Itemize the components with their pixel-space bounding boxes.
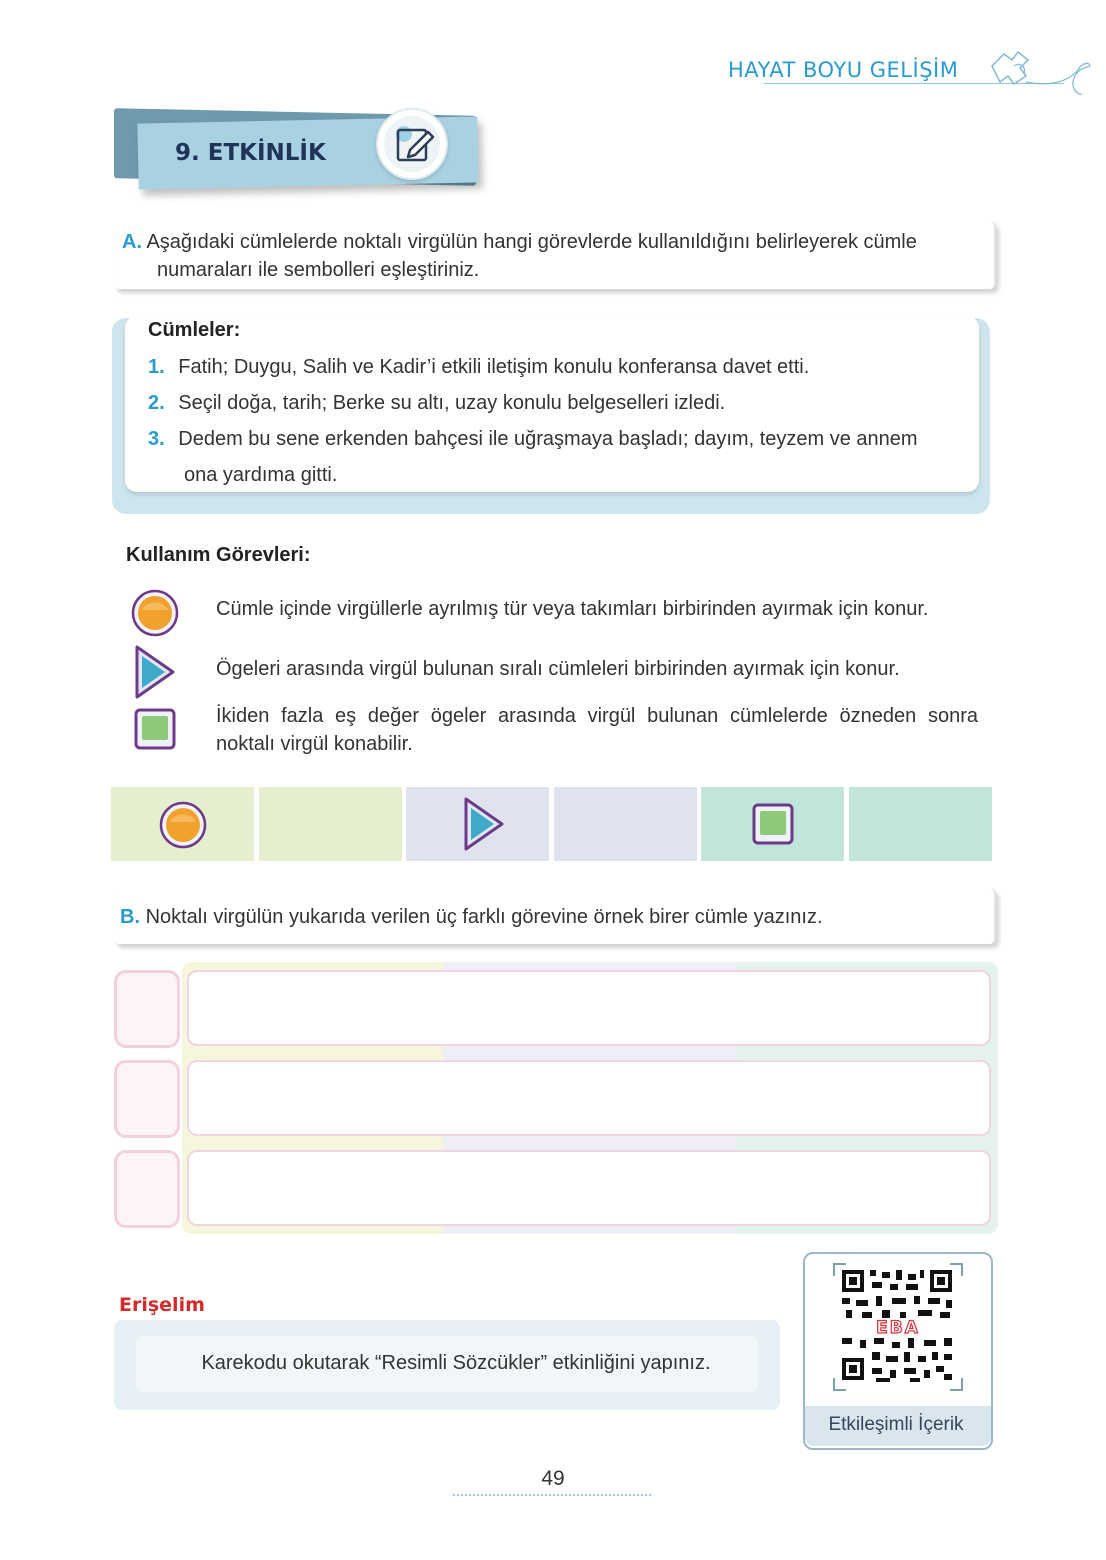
match-cell-square-answer[interactable]: [849, 787, 992, 861]
row-marker-1: [114, 970, 180, 1048]
usage-text-2: Ögeleri arasında virgül bulunan sıralı cümleleri birbirinden ayırmak için konur.: [216, 658, 900, 680]
usage-text-3a: İkiden fazla eş değer ögeler arasında virgül bulunan cümlelerde özneden sonra: [216, 705, 978, 727]
eba-badge: EBA: [876, 1318, 920, 1338]
answer-field-3[interactable]: [187, 1150, 991, 1226]
match-cell-triangle-answer[interactable]: [554, 787, 697, 861]
access-text: Karekodu okutarak “Resimli Sözcükler” etkinliğini yapınız.: [201, 1352, 711, 1374]
page-number: 49: [541, 1467, 565, 1490]
answer-field-1[interactable]: [187, 970, 991, 1046]
green-square-icon: [752, 803, 794, 845]
orange-circle-icon: [158, 800, 208, 850]
access-heading: Erişelim: [119, 1294, 205, 1316]
activity-title: 9. ETKİNLİK: [175, 140, 326, 166]
part-a-letter: A.: [122, 231, 142, 253]
qr-label: Etkileşimli İçerik: [828, 1414, 964, 1435]
header-title: HAYAT BOYU GELİŞİM: [728, 58, 959, 82]
sentences-heading: Cümleler:: [148, 319, 241, 341]
row-marker-3: [114, 1150, 180, 1228]
sentence-number: 2.: [148, 392, 165, 414]
part-b-instruction: [120, 903, 823, 931]
sentence-number: 3.: [148, 428, 165, 450]
sentence-text: Fatih; Duygu, Salih ve Kadir’i etkili iletişim konulu konferansa davet etti.: [178, 356, 810, 378]
part-a-instruction-2: numaraları ile sembolleri eşleştiriniz.: [157, 259, 480, 281]
sentence-3: [148, 428, 918, 451]
part-b-text: Noktalı virgülün yukarıda verilen üç farklı görevine örnek birer cümle yazınız.: [145, 906, 823, 928]
pencil-note-icon: [392, 120, 438, 166]
part-a-line1: [122, 228, 978, 256]
sentence-text: Dedem bu sene erkenden bahçesi ile uğraşmaya başladı; dayım, teyzem ve annem: [178, 428, 918, 450]
part-b-letter: B.: [120, 906, 140, 928]
orange-circle-icon: [130, 588, 180, 638]
blue-triangle-icon: [134, 644, 176, 700]
page-number-underline: [453, 1492, 653, 1498]
green-square-icon: [134, 708, 176, 750]
sentence-2: [148, 392, 725, 415]
sentence-text: Seçil doğa, tarih; Berke su altı, uzay konulu belgeselleri izledi.: [178, 392, 726, 414]
row-marker-2: [114, 1060, 180, 1138]
part-a-instruction-1: Aşağıdaki cümlelerde noktalı virgülün hangi görevlerde kullanıldığını belirleyerek cümle: [146, 231, 917, 253]
blue-triangle-icon: [463, 796, 505, 852]
usage-text-3b: noktalı virgül konabilir.: [216, 733, 413, 755]
answer-field-2[interactable]: [187, 1060, 991, 1136]
sentence-3-continued: ona yardıma gitti.: [184, 464, 338, 486]
sentence-number: 1.: [148, 356, 165, 378]
match-cell-circle-answer[interactable]: [259, 787, 402, 861]
usage-text-1: Cümle içinde virgüllerle ayrılmış tür veya takımları birbirinden ayırmak için konur.: [216, 598, 929, 620]
sentence-1: [148, 356, 809, 379]
puzzle-deco-icon: [986, 44, 1096, 100]
usage-heading: Kullanım Görevleri:: [126, 544, 311, 566]
